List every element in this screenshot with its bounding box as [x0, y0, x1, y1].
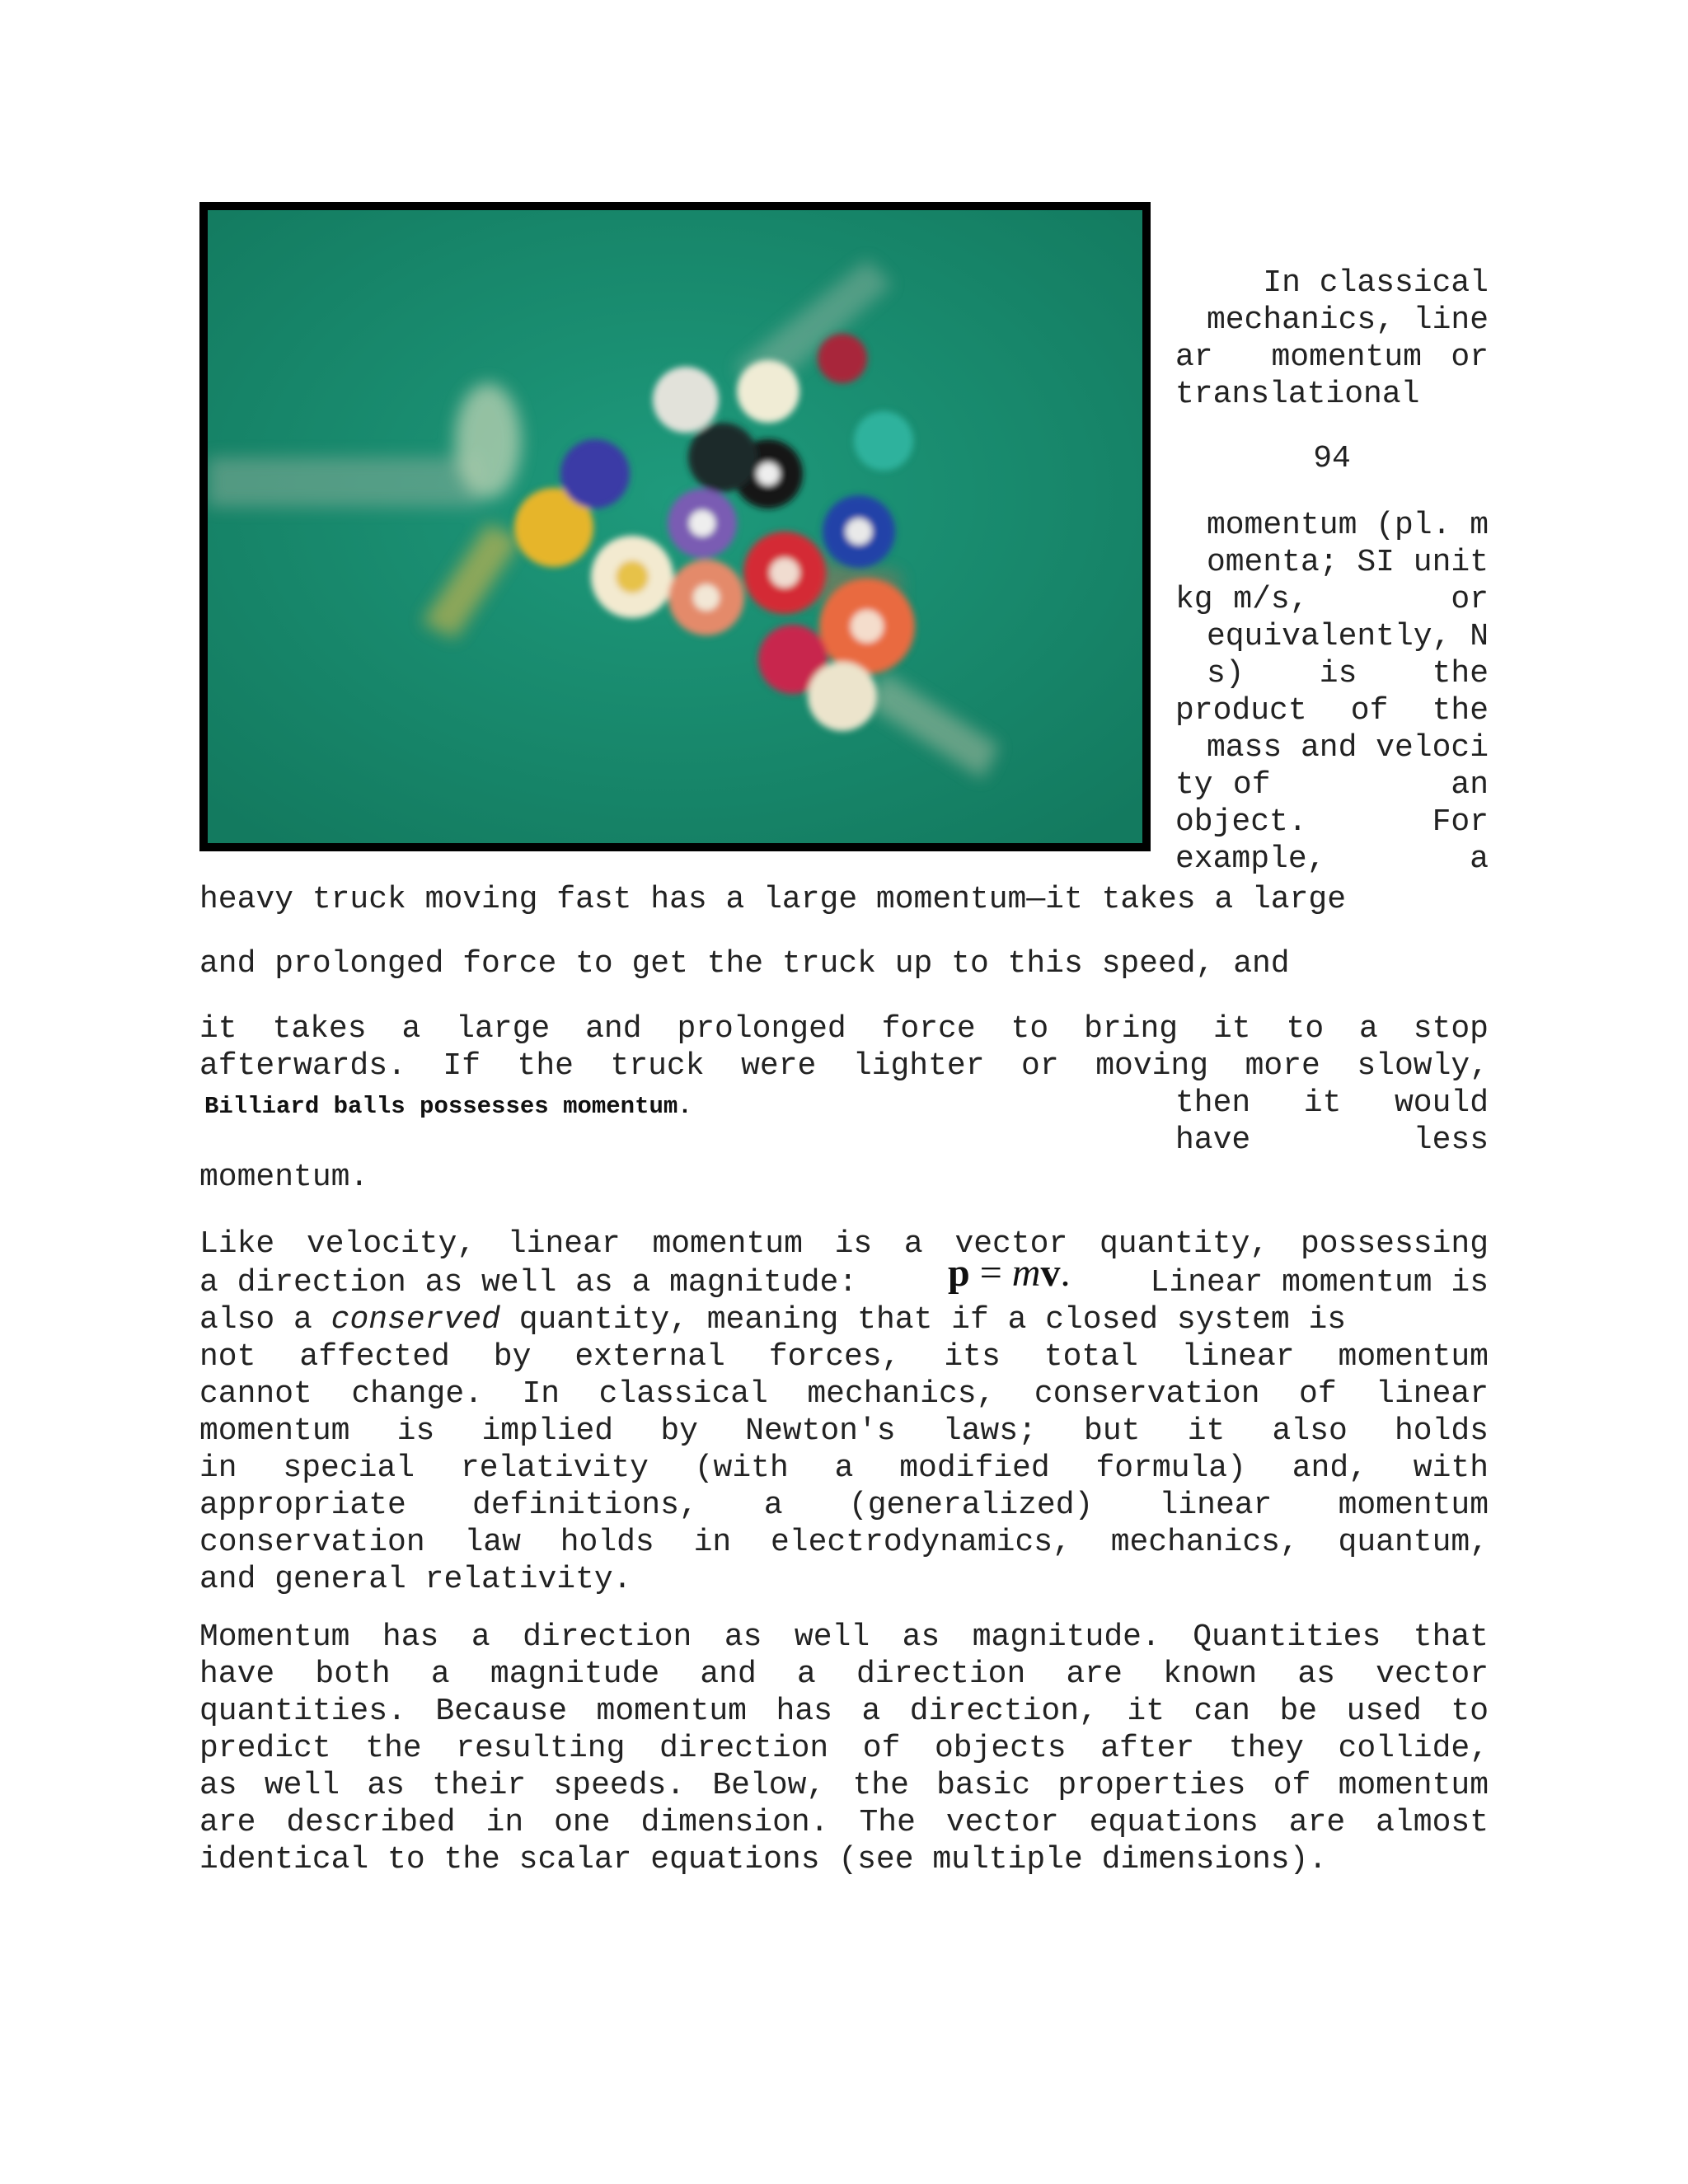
right-column-line: mechanics, line — [1206, 302, 1489, 338]
body-line: a direction as well as a magnitude: — [199, 1265, 858, 1301]
body-line: in special relativity (with a modified formula) and, with — [199, 1451, 1489, 1486]
billiard-balls-figure — [199, 202, 1151, 851]
formula-v: v — [1040, 1251, 1061, 1295]
formula-m: m — [1011, 1251, 1041, 1295]
body-line — [199, 1302, 1489, 1338]
body-line: conservation law holds in electrodynamics, mechanics, quantum, — [199, 1525, 1489, 1560]
body-line: Momentum has a direction as well as magnitude. Quantities that — [199, 1619, 1489, 1655]
emphasized-word: conserved — [331, 1302, 500, 1338]
body-line: it takes a large and prolonged force to bring it to a stop — [199, 1011, 1489, 1047]
page-number: 94 — [1313, 441, 1351, 476]
right-column-line: omenta; SI unit — [1206, 545, 1489, 580]
figure-caption: Billiard balls possesses momentum. — [204, 1093, 692, 1120]
body-line: and general relativity. — [199, 1562, 632, 1597]
momentum-formula — [948, 1253, 1070, 1294]
right-column-line: kg m/s, or — [1175, 582, 1489, 617]
body-line: identical to the scalar equations (see multiple dimensions). — [199, 1842, 1328, 1877]
right-column-line: equivalently, N — [1206, 619, 1489, 654]
formula-equals: = — [969, 1251, 1012, 1295]
body-text: also a — [199, 1302, 312, 1338]
body-line: momentum is implied by Newton's laws; but it also holds — [199, 1413, 1489, 1449]
body-line: are described in one dimension. The vector equations are almost — [199, 1805, 1489, 1840]
billiard-balls-image — [208, 210, 1142, 843]
right-column-line: s) is the — [1206, 656, 1489, 691]
right-column-line: In classical — [1263, 265, 1489, 301]
body-line: momentum. — [199, 1160, 369, 1195]
body-line: heavy truck moving fast has a large momentum—it takes a large — [199, 882, 1347, 917]
body-line: Like velocity, linear momentum is a vector quantity, possessing — [199, 1226, 1489, 1262]
right-column-line: object. For — [1175, 804, 1489, 840]
right-column-line: example, a — [1175, 841, 1489, 877]
body-line: Linear momentum is — [1150, 1265, 1489, 1301]
body-line: afterwards. If the truck were lighter or moving more slowly, — [199, 1048, 1489, 1084]
body-line: appropriate definitions, a (generalized) linear momentum — [199, 1488, 1489, 1523]
body-line: as well as their speeds. Below, the basic properties of momentum — [199, 1768, 1489, 1803]
body-line: cannot change. In classical mechanics, conservation of linear — [199, 1376, 1489, 1412]
body-line: not affected by external forces, its total linear momentum — [199, 1339, 1489, 1375]
body-line: quantities. Because momentum has a direction, it can be used to — [199, 1694, 1489, 1729]
right-column-line: mass and veloci — [1206, 730, 1489, 766]
right-column-line: ar momentum or — [1175, 340, 1489, 375]
body-line: and prolonged force to get the truck up to this speed, and — [199, 946, 1290, 982]
right-column-line: translational — [1175, 377, 1420, 412]
formula-dot: . — [1060, 1251, 1071, 1295]
body-line: have both a magnitude and a direction are known as vector — [199, 1657, 1489, 1692]
body-line: predict the resulting direction of objects after they collide, — [199, 1731, 1489, 1766]
right-column-line: ty of an — [1175, 767, 1489, 803]
right-column-line: momentum (pl. m — [1206, 508, 1489, 543]
body-text: quantity, meaning that if a closed system is — [518, 1302, 1347, 1338]
body-line: then it would — [1175, 1085, 1489, 1121]
right-column-line: product of the — [1175, 693, 1489, 729]
formula-p: p — [948, 1251, 970, 1295]
body-line: have less — [1175, 1122, 1489, 1158]
